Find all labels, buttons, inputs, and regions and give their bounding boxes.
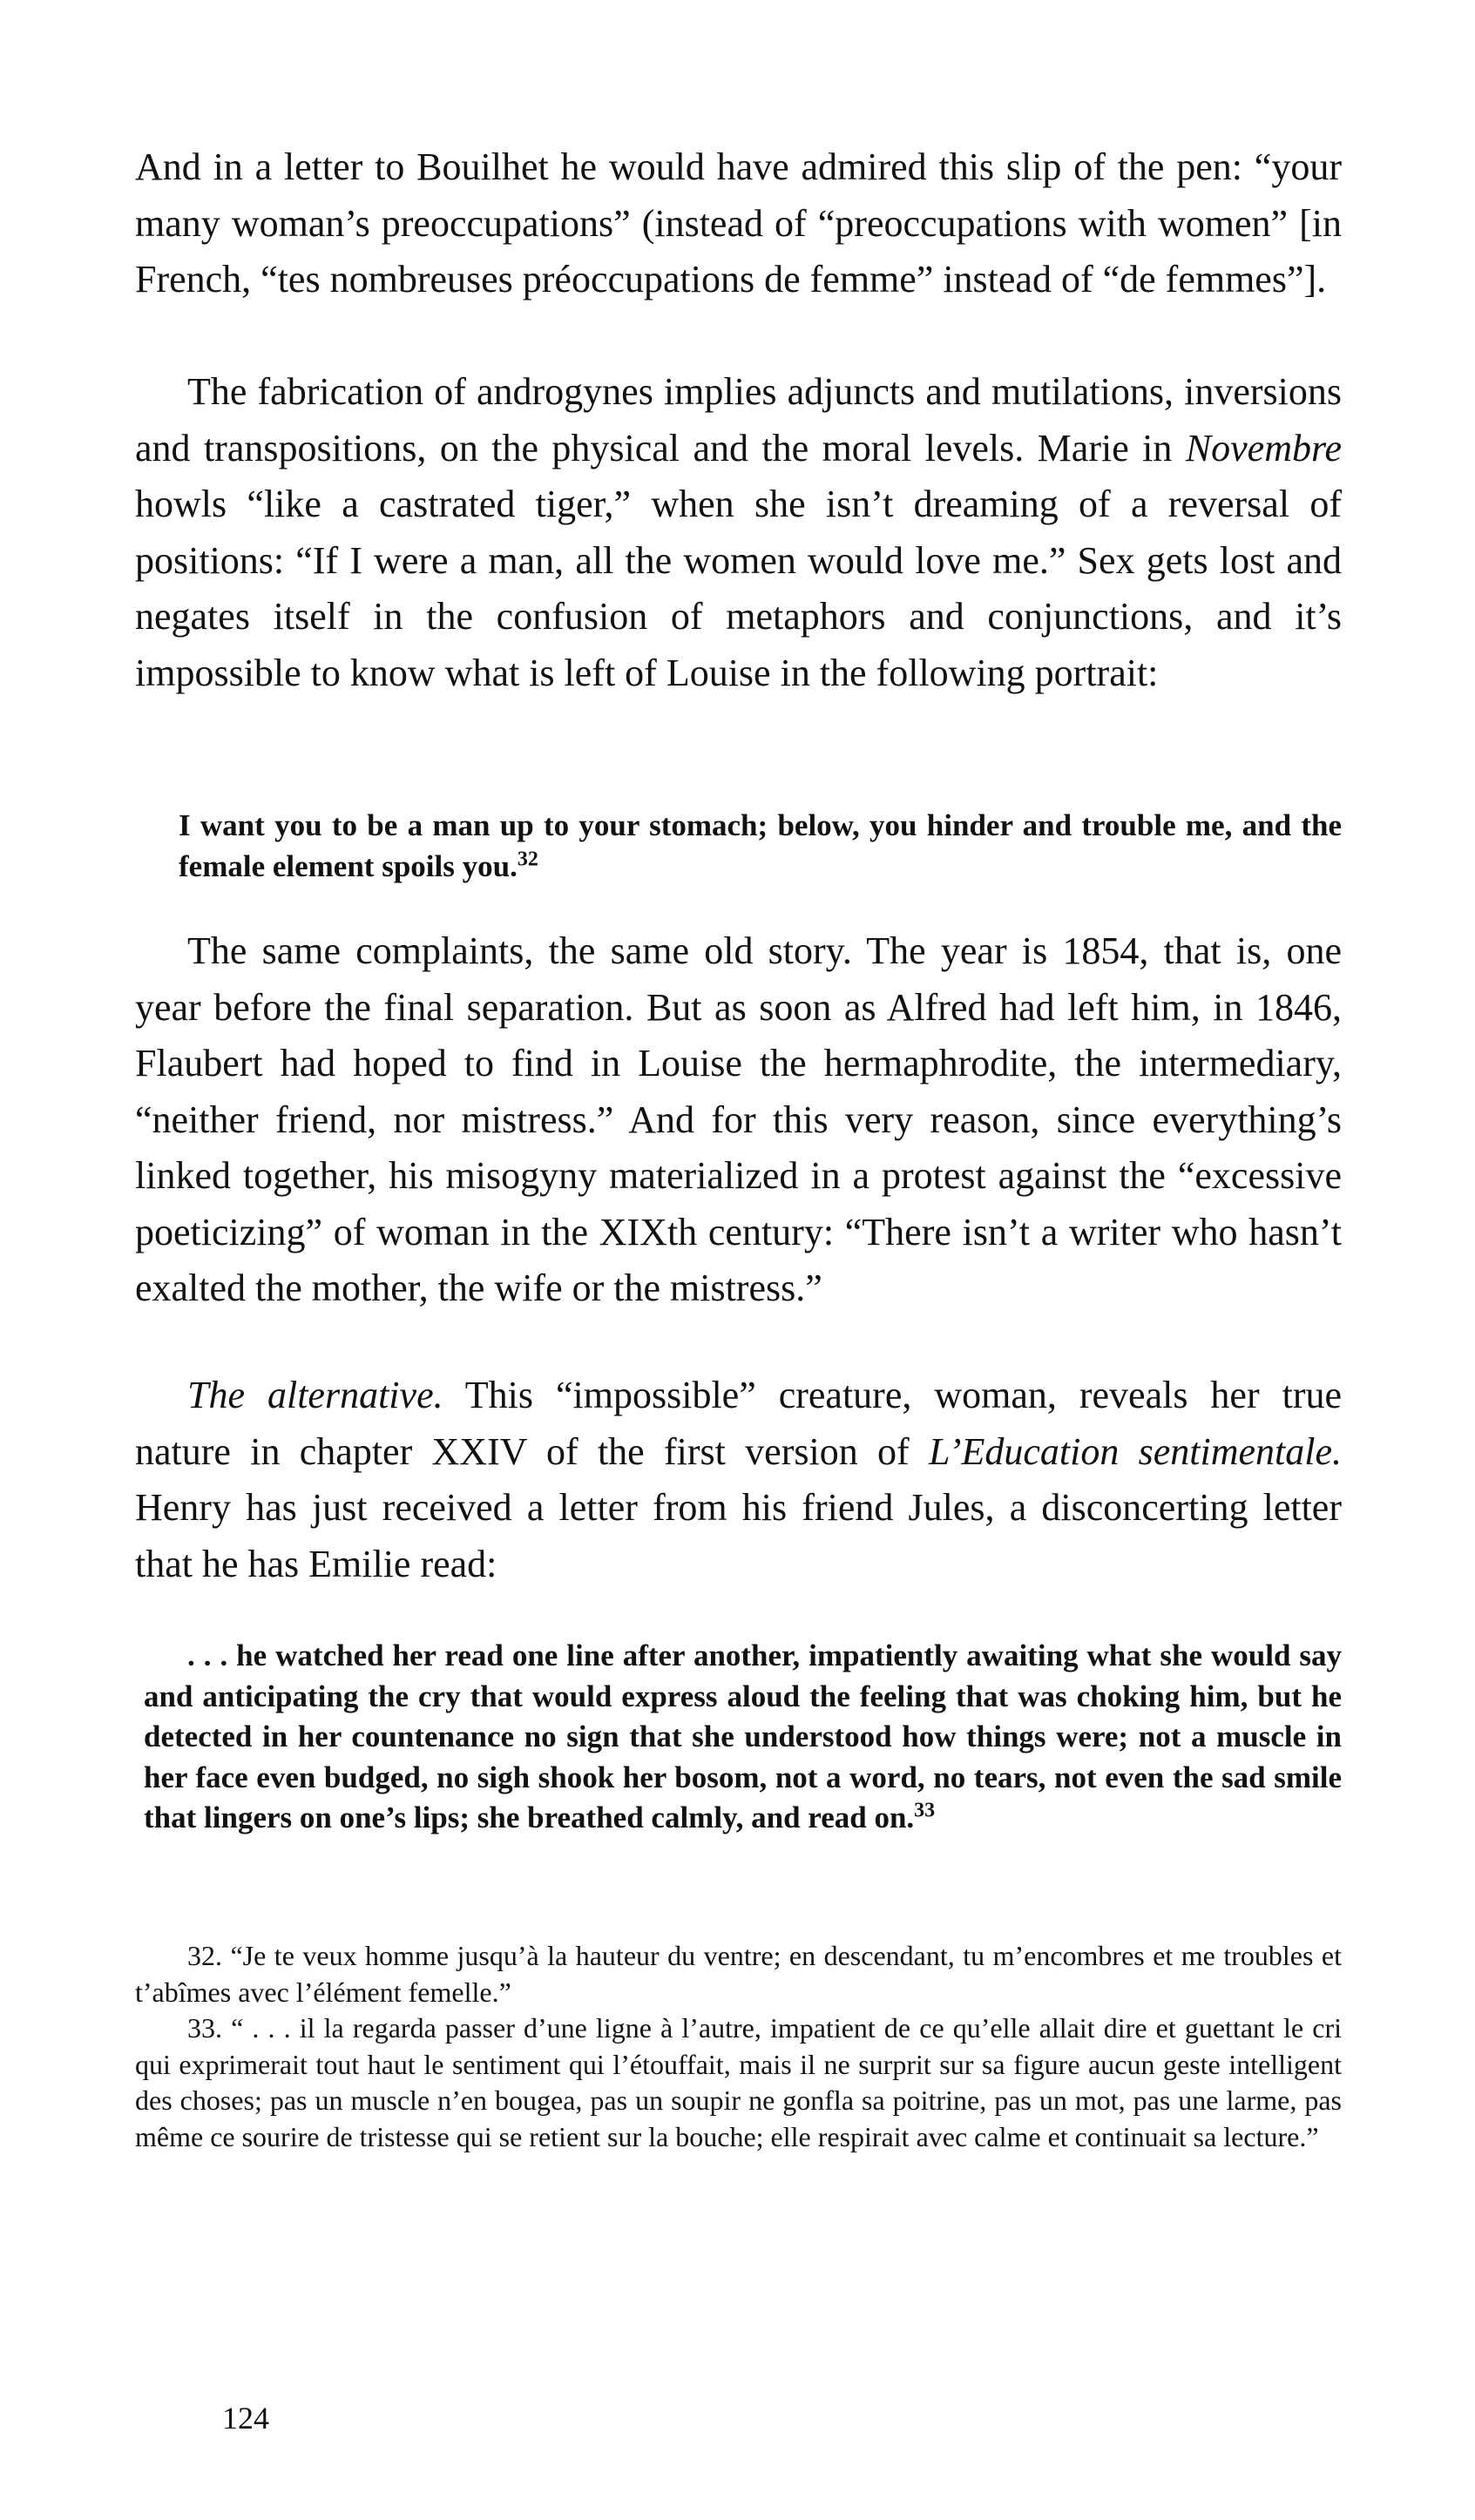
block-quote-emilie <box>144 1636 1342 1839</box>
footnote-ref-33[interactable]: 33 <box>914 1799 936 1822</box>
footnote-32: 32. “Je te veux homme jusqu’à la hauteur du ventre; en descendant, tu m’encombres et me troubles et t’abîmes avec l’élément femelle.” <box>135 1940 1342 2008</box>
paragraph-androgynes-part-b: howls “like a castrated tiger,” when she isn’t dreaming of a reversal of positions: “If I were a man, all the women would love me.” Sex gets lost and negates itself in the confusion of metaphors and conjunctions, and it’s impossible to know what is left of Louise in the following portrait: <box>135 483 1342 694</box>
paragraph-bouilhet-letter: And in a letter to Bouilhet he would have admired this slip of the pen: “your many woman’s preoccupations” (instead of “preoccupations with women” [in French, “tes nombreuses préoccupations de femme” instead of “de femmes”]. <box>135 145 1342 301</box>
footnote-ref-32[interactable]: 32 <box>517 847 538 870</box>
block-quote-louise <box>179 806 1342 887</box>
paragraph-alternative-part-a: This “impossible” creature, woman, reveals her true nature in chapter XXIV of the first version of <box>135 1374 1342 1473</box>
footnote-33: 33. “ . . . il la regarda passer d’une ligne à l’autre, impatient de ce qu’elle allait dire et guettant le cri qui exprimerait tout haut le sentiment qui l’étouffait, mais il ne surprit sur sa figure aucun geste intelligent des choses; pas un muscle n’en bougea, pas un soupir ne gonfla sa poitrine, pas un mot, pas une larme, pas même ce sourire de tristesse qui se retient sur la bouche; elle respirait avec calme et continuait sa lecture.” <box>135 2012 1342 2152</box>
paragraph-androgynes <box>135 364 1342 701</box>
title-novembre: Novembre <box>1185 426 1342 470</box>
paragraph-alternative-part-b: Henry has just received a letter from his friend Jules, a disconcerting letter that he has Emilie read: <box>135 1486 1342 1585</box>
paragraph-androgynes-part-a: The fabrication of androgynes implies adjuncts and mutilations, inversions and transpositions, on the physical and the moral levels. Marie in <box>135 370 1342 470</box>
footnotes <box>135 1938 1342 2155</box>
heading-the-alternative: The alternative. <box>187 1374 443 1416</box>
paragraph-alternative <box>135 1368 1342 1592</box>
block-quote-emilie-text: . . . he watched her read one line after another, impatiently awaiting what she would say and anticipating the cry that would express aloud the feeling that was choking him, but he detected in her countenance no sign that she understood how things were; not a muscle in her face even budged, no sigh shook her bosom, not a word, no tears, not even the sad smile that lingers on one’s lips; she breathed calmly, and read on. <box>144 1638 1342 1834</box>
title-education-sentimentale: L’Education sentimentale. <box>928 1429 1342 1473</box>
paragraph-complaints: The same complaints, the same old story. The year is 1854, that is, one year before the final separation. But as soon as Alfred had left him, in 1846, Flaubert had hoped to find in Louise the hermaphrodite, the intermediary, “neither friend, nor mistress.” And for this very reason, since everything’s linked together, his misogyny materialized in a protest against the “excessive poeticizing” of woman in the XIXth century: “There isn’t a writer who hasn’t exalted the mother, the wife or the mistress.” <box>135 929 1342 1309</box>
page-number: 124 <box>222 2401 269 2436</box>
block-quote-louise-text: I want you to be a man up to your stomach; below, you hinder and trouble me, and the female element spoils you. <box>179 808 1342 883</box>
